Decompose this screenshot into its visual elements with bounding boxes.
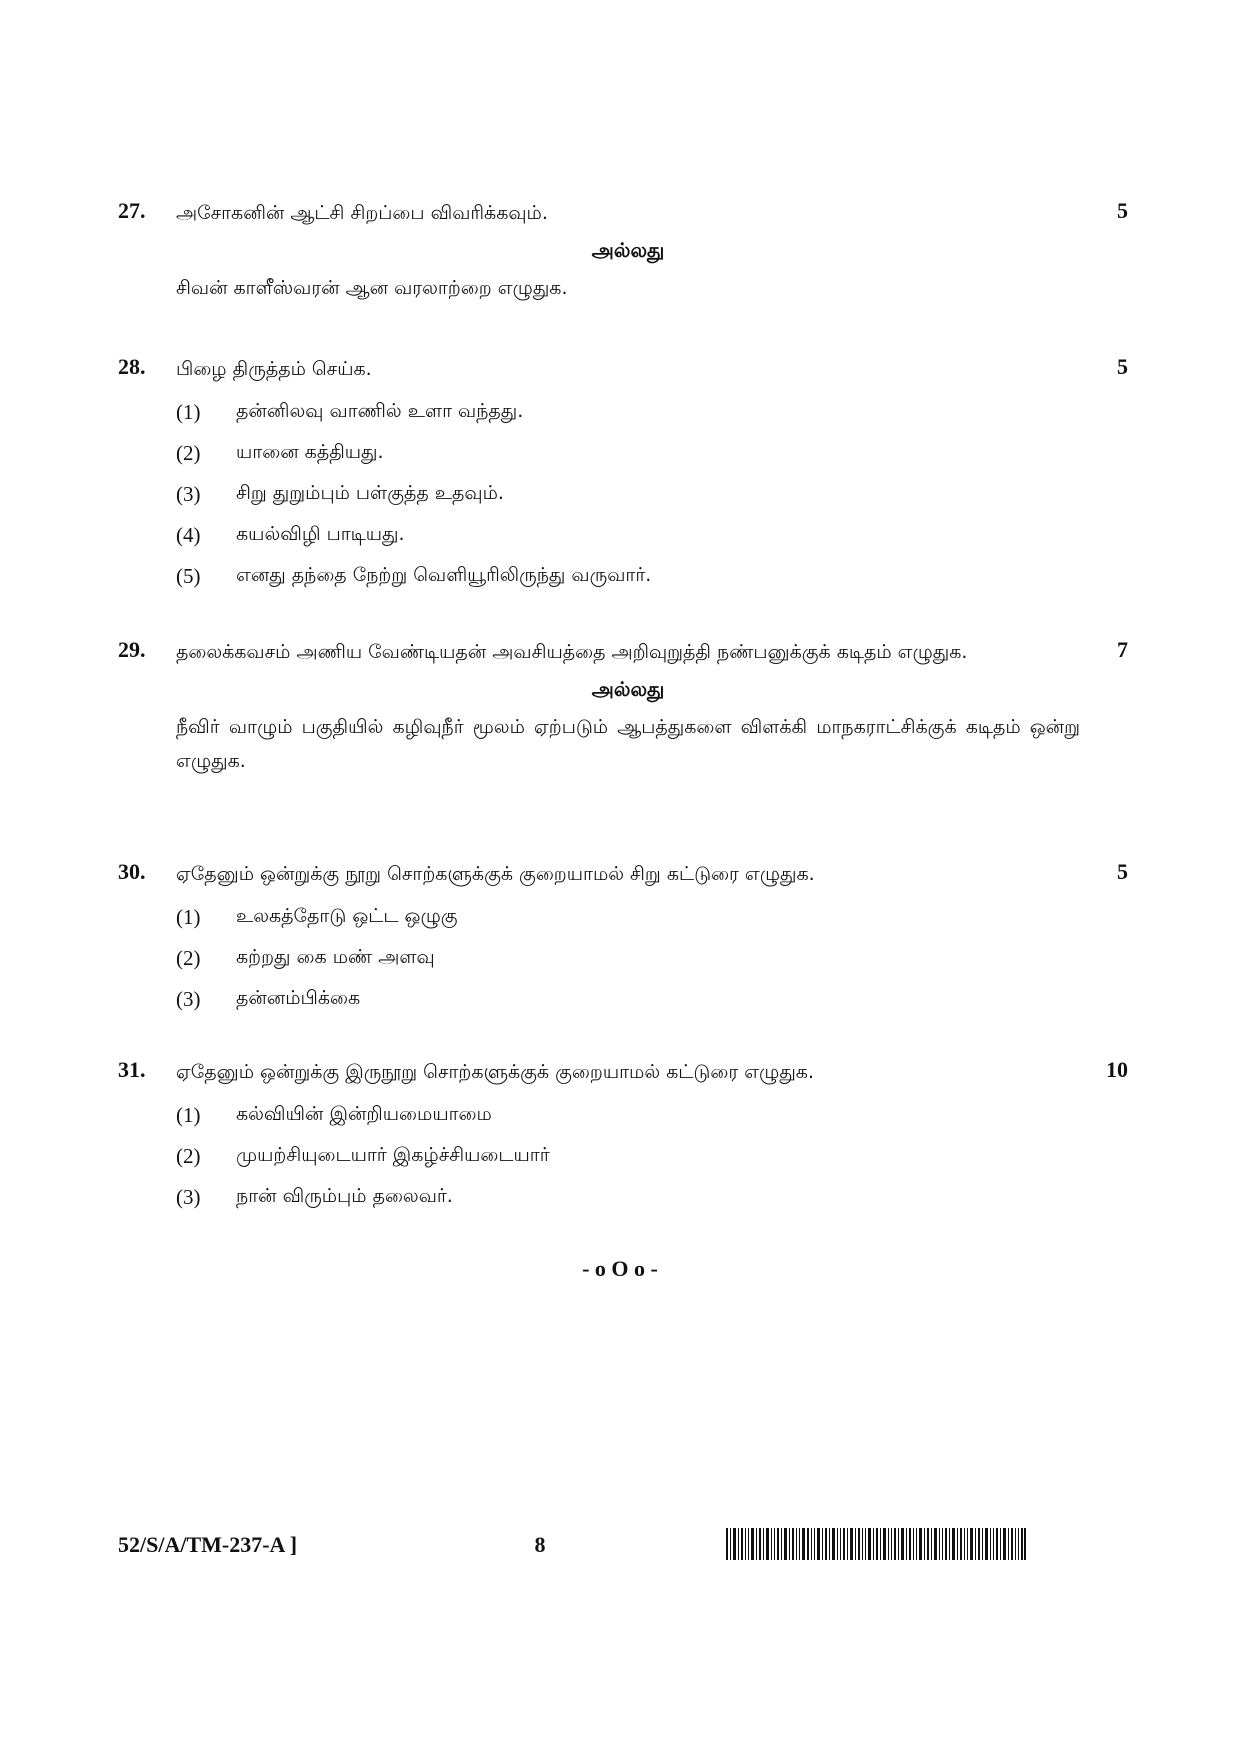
item-number: (1) xyxy=(176,905,201,929)
item-text: கல்வியின் இன்றியமையாமை xyxy=(236,1103,492,1125)
or-separator: அல்லது xyxy=(591,238,665,262)
list-item xyxy=(176,897,1128,938)
sub-item-list xyxy=(176,392,1128,597)
question-number: 30. xyxy=(118,859,146,884)
item-number: (2) xyxy=(176,1144,201,1168)
list-item xyxy=(176,433,1128,474)
item-text: சிறு துறும்பும் பள்குத்த உதவும். xyxy=(236,482,504,504)
alternative-question: நீவிர் வாழும் பகுதியில் கழிவுநீர் மூலம் ஏற்படும் ஆபத்துகளை விளக்கி மாநகராட்சிக்குக் கடிதம் ஒன்று எழுதுக. xyxy=(176,716,1080,772)
item-number: (1) xyxy=(176,1103,201,1127)
item-text: உலகத்தோடு ஒட்ட ஒழுகு xyxy=(236,905,458,927)
alternative-question: சிவன் காளீஸ்வரன் ஆன வரலாற்றை எழுதுக. xyxy=(176,277,568,299)
question-marks: 5 xyxy=(1117,859,1128,884)
item-number: (1) xyxy=(176,400,201,424)
item-text: யானை கத்தியது. xyxy=(236,441,384,463)
question-29 xyxy=(118,635,1128,778)
question-marks: 7 xyxy=(1117,637,1128,662)
paper-code: 52/S/A/TM-237-A ] xyxy=(118,1532,298,1557)
list-item xyxy=(176,938,1128,979)
item-number: (2) xyxy=(176,946,201,970)
item-number: (3) xyxy=(176,987,201,1011)
item-number: (3) xyxy=(176,482,201,506)
question-number: 29. xyxy=(118,637,146,662)
barcode-icon xyxy=(726,1528,1026,1560)
sub-item-list xyxy=(176,897,1128,1020)
question-marks: 10 xyxy=(1106,1057,1128,1082)
list-item xyxy=(176,515,1128,556)
list-item xyxy=(176,1177,1128,1218)
item-number: (4) xyxy=(176,523,201,547)
item-text: கற்றது கை மண் அளவு xyxy=(236,946,435,968)
question-number: 28. xyxy=(118,354,146,379)
question-30 xyxy=(118,857,1128,1020)
question-text: தலைக்கவசம் அணிய வேண்டியதன் அவசியத்தை அறிவுறுத்தி நண்பனுக்குக் கடிதம் எழுதுக. xyxy=(176,641,968,663)
question-text: பிழை திருத்தம் செய்க. xyxy=(176,358,372,380)
item-text: எனது தந்தை நேற்று வெளியூரிலிருந்து வருவார். xyxy=(236,564,652,586)
question-marks: 5 xyxy=(1117,198,1128,223)
item-number: (3) xyxy=(176,1185,201,1209)
item-text: நான் விரும்பும் தலைவர். xyxy=(236,1185,453,1207)
question-text: ஏதேனும் ஒன்றுக்கு நூறு சொற்களுக்குக் குறையாமல் சிறு கட்டுரை எழுதுக. xyxy=(176,863,815,885)
list-item xyxy=(176,392,1128,433)
item-text: முயற்சியுடையார் இகழ்ச்சியடையார் xyxy=(236,1144,550,1166)
list-item xyxy=(176,474,1128,515)
item-number: (5) xyxy=(176,564,201,588)
item-number: (2) xyxy=(176,441,201,465)
list-item xyxy=(176,979,1128,1020)
list-item xyxy=(176,1136,1128,1177)
question-marks: 5 xyxy=(1117,354,1128,379)
question-text: ஏதேனும் ஒன்றுக்கு இருநூறு சொற்களுக்குக் குறையாமல் கட்டுரை எழுதுக. xyxy=(176,1061,814,1083)
or-separator: அல்லது xyxy=(591,677,665,701)
question-31 xyxy=(118,1055,1128,1218)
item-text: தன்னம்பிக்கை xyxy=(236,987,361,1009)
question-number: 27. xyxy=(118,198,146,223)
page-number: 8 xyxy=(534,1532,546,1557)
end-of-paper-mark: - o O o - xyxy=(582,1256,658,1281)
item-text: கயல்விழி பாடியது. xyxy=(236,523,405,545)
list-item xyxy=(176,1095,1128,1136)
question-28 xyxy=(118,352,1128,597)
question-27 xyxy=(118,196,1128,305)
question-text: அசோகனின் ஆட்சி சிறப்பை விவரிக்கவும். xyxy=(176,202,548,224)
item-text: தன்னிலவு வாணில் உளா வந்தது. xyxy=(236,400,524,422)
question-number: 31. xyxy=(118,1057,146,1082)
sub-item-list xyxy=(176,1095,1128,1218)
list-item xyxy=(176,556,1128,597)
